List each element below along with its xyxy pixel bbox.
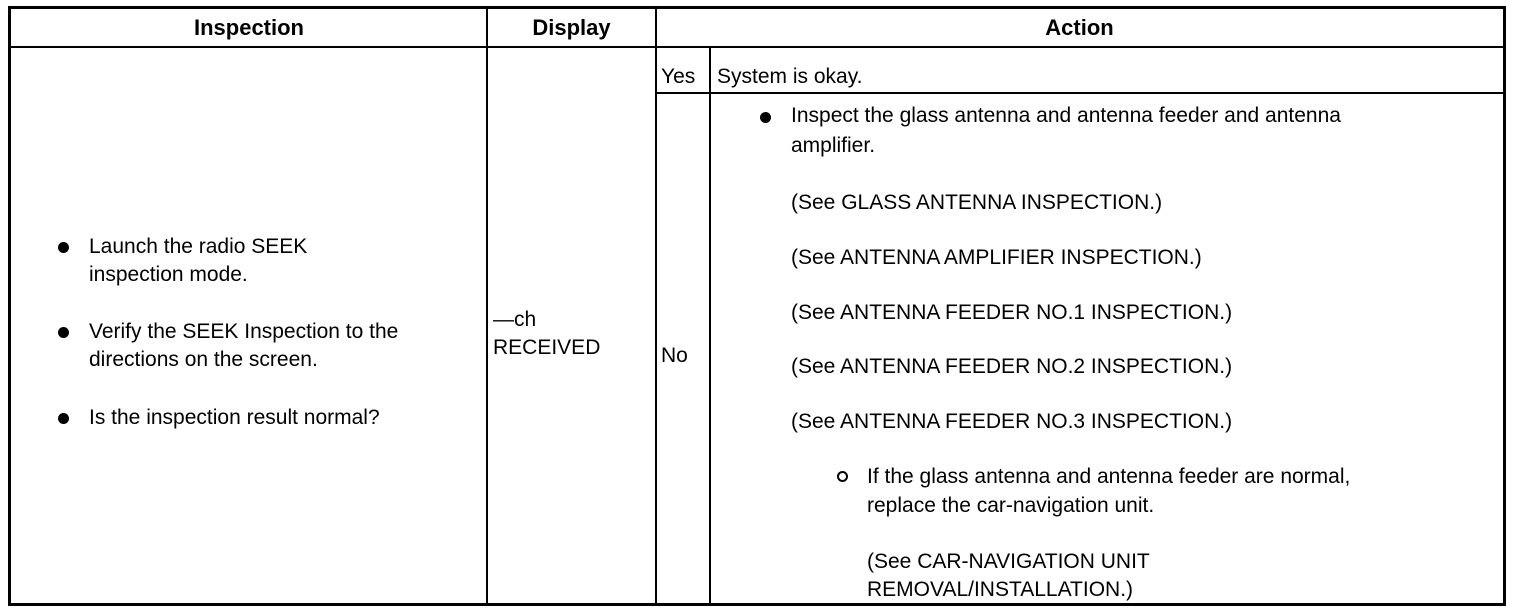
header-display [487, 9, 656, 48]
divider-yes-no [656, 92, 1503, 94]
inspection-step-1: Launch the radio SEEK inspection mode. [89, 235, 308, 286]
divider-label-action [709, 48, 711, 603]
sub-bullet-icon [837, 471, 848, 482]
inspection-step-2: Verify the SEEK Inspection to the directions on the screen. [89, 320, 399, 371]
no-action-line-1: Inspect the glass antenna and antenna feeder and antenna [791, 104, 1341, 127]
sub-action-line-1: If the glass antenna and antenna feeder are normal, [867, 465, 1351, 488]
bullet-icon [58, 413, 69, 424]
sub-reference-line-1: (See CAR-NAVIGATION UNIT [867, 550, 1150, 573]
divider-display-action [655, 9, 657, 603]
no-label: No [661, 344, 688, 367]
reference-feeder-2: (See ANTENNA FEEDER NO.2 INSPECTION.) [791, 355, 1233, 378]
header-inspection [11, 9, 487, 48]
sub-reference-line-2: REMOVAL/INSTALLATION.) [867, 578, 1134, 601]
sub-action-line-2: replace the car-navigation unit. [867, 494, 1155, 517]
header-display-label: Display [532, 14, 611, 40]
reference-feeder-3: (See ANTENNA FEEDER NO.3 INSPECTION.) [791, 410, 1233, 433]
inspection-table [8, 6, 1506, 606]
bullet-icon [58, 327, 69, 338]
reference-glass-antenna: (See GLASS ANTENNA INSPECTION.) [791, 191, 1163, 214]
bullet-icon [760, 112, 771, 123]
header-action-label: Action [1045, 14, 1114, 40]
display-received: RECEIVED [493, 336, 601, 359]
yes-label: Yes [661, 65, 696, 88]
header-inspection-label: Inspection [193, 14, 304, 40]
reference-feeder-1: (See ANTENNA FEEDER NO.1 INSPECTION.) [791, 301, 1233, 324]
no-action-line-2: amplifier. [791, 134, 876, 157]
header-action [656, 9, 1503, 48]
bullet-icon [58, 242, 69, 253]
divider-inspection-display [486, 9, 488, 603]
inspection-step-3: Is the inspection result normal? [89, 406, 380, 429]
yes-action: System is okay. [717, 65, 863, 88]
reference-antenna-amplifier: (See ANTENNA AMPLIFIER INSPECTION.) [791, 246, 1202, 269]
display-channel: —ch [493, 308, 537, 331]
